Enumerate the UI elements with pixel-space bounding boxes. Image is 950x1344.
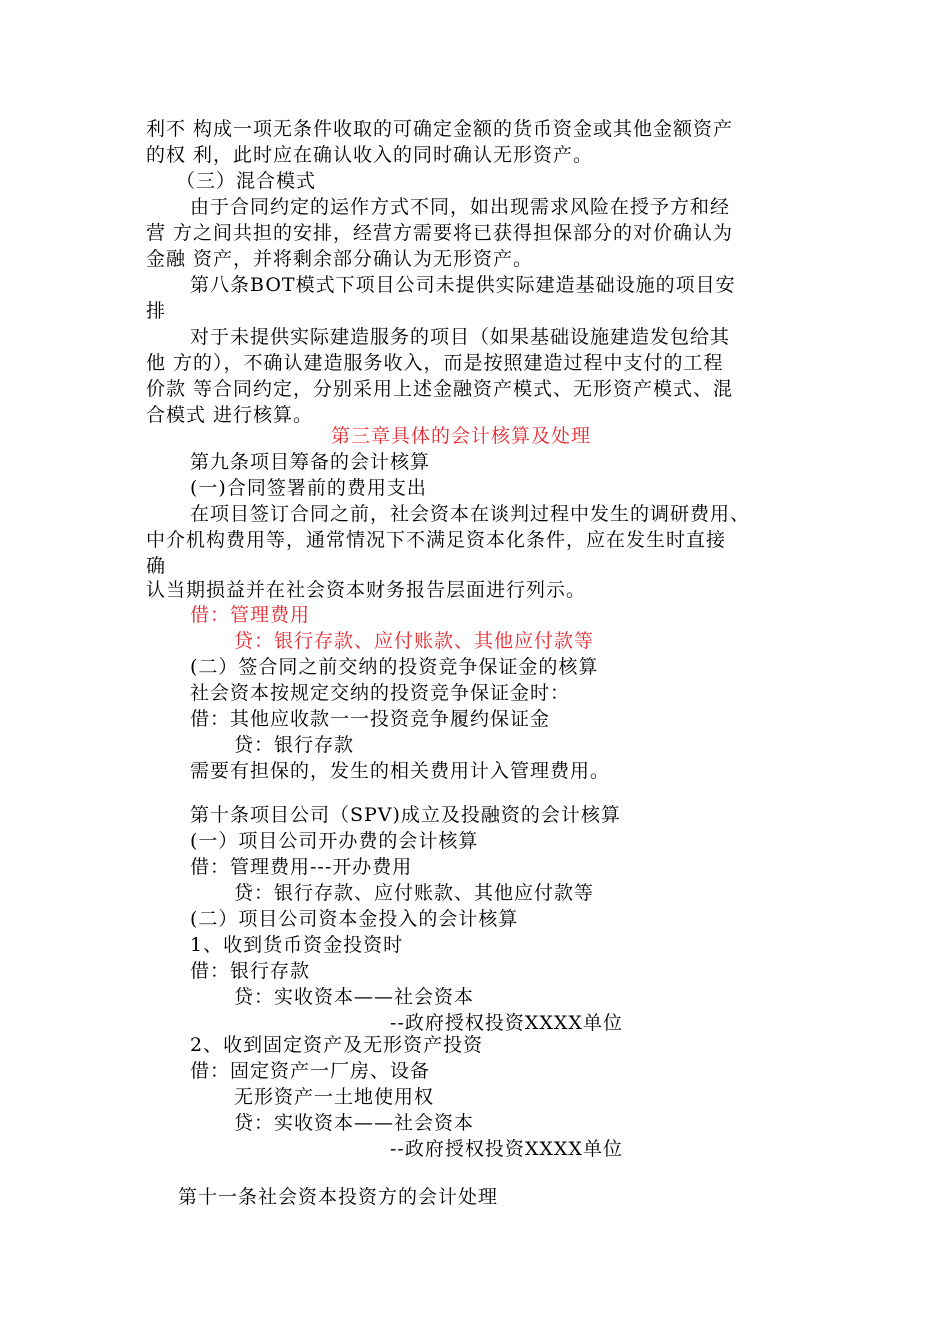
credit-entry: 贷：银行存款 — [234, 734, 355, 756]
section-heading: (二）签合同之前交纳的投资竞争保证金的核算 — [190, 656, 599, 678]
article-heading: 第十条项目公司（SPV)成立及投融资的会计核算 — [190, 804, 621, 826]
article-heading: 第九条项目筹备的会计核算 — [190, 451, 431, 473]
text-line: 合模式 进行核算。 — [146, 404, 314, 426]
text-line: 的权 利，此时应在确认收入的同时确认无形资产。 — [146, 144, 594, 166]
text-line: 金融 资产，并将剩余部分确认为无形资产。 — [146, 248, 534, 270]
credit-entry: 贷：银行存款、应付账款、其他应付款等 — [234, 630, 595, 652]
credit-entry: 贷：实收资本——社会资本 — [234, 1112, 475, 1134]
subsection-heading: 1、收到货币资金投资时 — [190, 934, 404, 956]
credit-entry-sub: --政府授权投资XXXX单位 — [390, 1012, 623, 1034]
chapter-title: 第三章具体的会计核算及处理 — [331, 425, 592, 447]
text-line: 认当期损益并在社会资本财务报告层面进行列示。 — [146, 579, 587, 601]
text-line: 中介机构费用等，通常情况下不满足资本化条件，应在发生时直接 — [146, 529, 727, 551]
debit-entry: 借：固定资产一厂房、设备 — [190, 1060, 431, 1082]
debit-entry-sub: 无形资产一土地使用权 — [234, 1086, 435, 1108]
text-line: 需要有担保的，发生的相关费用计入管理费用。 — [190, 760, 611, 782]
text-line: 确 — [146, 555, 167, 577]
credit-entry: 贷：银行存款、应付账款、其他应付款等 — [234, 882, 595, 904]
text-line: 营 方之间共担的安排，经营方需要将已获得担保部分的对价确认为 — [146, 222, 734, 244]
text-line: 由于合同约定的运作方式不同，如出现需求风险在授予方和经 — [190, 196, 731, 218]
text-line: 利不 构成一项无条件收取的可确定金额的货币资金或其他金额资产 — [146, 118, 734, 140]
debit-entry: 借：其他应收款一一投资竞争履约保证金 — [190, 708, 551, 730]
debit-entry: 借：银行存款 — [190, 960, 311, 982]
article-heading: 第八条BOT模式下项目公司未提供实际建造基础设施的项目安 — [190, 274, 736, 296]
debit-entry: 借：管理费用---开办费用 — [190, 856, 413, 878]
article-heading: 第十一条社会资本投资方的会计处理 — [178, 1186, 499, 1208]
credit-entry-sub: --政府授权投资XXXX单位 — [390, 1138, 623, 1160]
section-heading: （三）混合模式 — [176, 170, 317, 192]
section-heading: (一）项目公司开办费的会计核算 — [190, 830, 479, 852]
text-line: 他 方的），不确认建造服务收入，而是按照建造过程中支付的工程 — [146, 352, 724, 374]
text-line: 排 — [146, 300, 167, 322]
text-line: 社会资本按规定交纳的投资竞争保证金时： — [190, 682, 571, 704]
text-line: 价款 等合同约定，分别采用上述金融资产模式、无形资产模式、混 — [146, 378, 734, 400]
text-line: 对于未提供实际建造服务的项目（如果基础设施建造发包给其 — [190, 326, 731, 348]
section-heading: (二）项目公司资本金投入的会计核算 — [190, 908, 519, 930]
section-heading: (一)合同签署前的费用支出 — [190, 477, 427, 499]
debit-entry: 借：管理费用 — [190, 604, 311, 626]
subsection-heading: 2、收到固定资产及无形资产投资 — [190, 1034, 484, 1056]
credit-entry: 贷：实收资本——社会资本 — [234, 986, 475, 1008]
text-line: 在项目签订合同之前，社会资本在谈判过程中发生的调研费用、 — [190, 503, 751, 525]
